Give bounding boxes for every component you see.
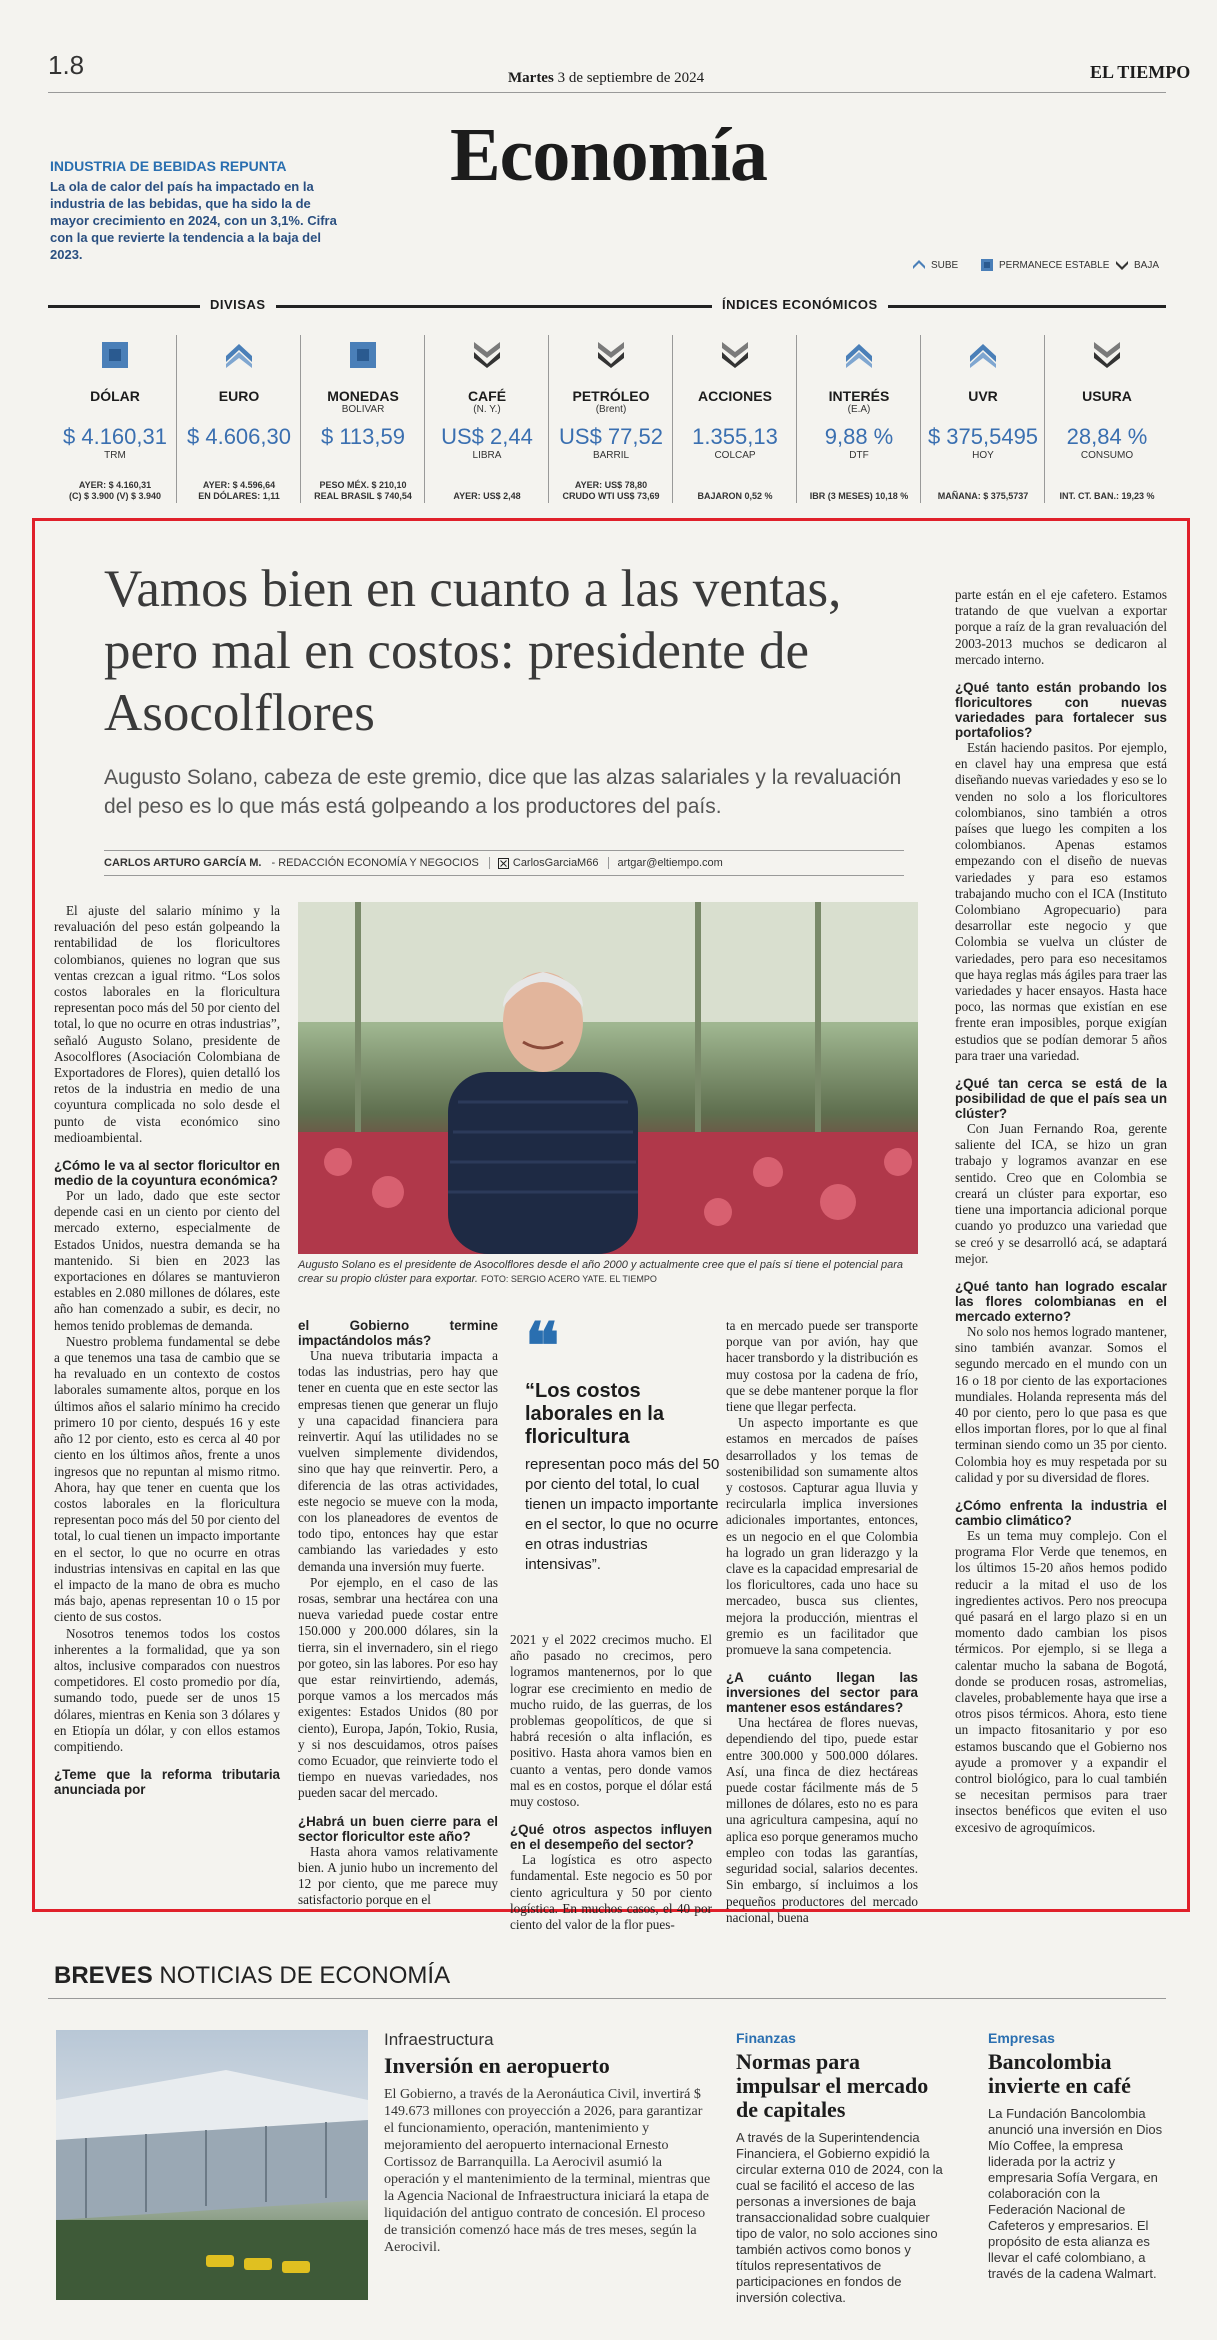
newspaper-logo[interactable]: EL TIEMPO — [1090, 62, 1191, 82]
paragraph: ta en mercado puede ser transporte porque van por avión, hay que hacer transbordo y la distribución es muy costosa por la cadena de frío, que se debe mantener porque la flor tiene que llegar perfecta. — [726, 1318, 918, 1415]
breves-rule — [48, 1998, 1166, 1999]
legend-up — [912, 258, 958, 272]
brief-1-title: Inversión en aeropuerto — [384, 2053, 610, 2078]
indicator-value: $ 4.160,31 — [63, 424, 167, 449]
question-heading: ¿Qué otros aspectos influyen en el desempeño del sector? — [510, 1822, 712, 1853]
author-email[interactable]: artgar@eltiempo.com — [608, 857, 722, 869]
legend-stable-label: PERMANECE ESTABLE — [999, 259, 1110, 271]
legend-down — [1115, 258, 1159, 272]
indicator-value: $ 113,59 — [320, 424, 405, 449]
article-column-5 — [955, 587, 1167, 1836]
article-headline[interactable]: Vamos bien en cuanto a las ventas, pero mal en costos: presidente de Asocolflores — [104, 560, 842, 742]
weekday: Martes — [508, 70, 554, 86]
article-column-3 — [510, 1632, 712, 1933]
paragraph: 2021 y el 2022 crecimos mucho. El año pasado no crecimos, pero logramos mantenernos, por lo que lograr ese crecimiento en medio de mucho ruido, de las guerras, de los problemas geopolíticos, de que si habrá recesión o alta inflación, es positivo. Hasta ahora vamos bien en cuanto a ventas, pero donde vamos mal es en costos, porque el dólar está muy costoso. — [510, 1632, 712, 1810]
question-heading: ¿Habrá un buen cierre para el sector floricultor este año? — [298, 1813, 498, 1844]
indicator-sub: BOLIVAR — [341, 404, 385, 415]
brief-2-title: Normas para impulsar el mercado de capitales — [736, 2049, 929, 2122]
pull-quote-body: representan poco más del 50 por ciento del total, lo cual tienen un impacto importante en el sector, lo que no ocurre en otras industrias intensivas”. — [525, 1456, 720, 1573]
indicator-footnote: MAÑANA: $ 375,5737 — [937, 491, 1029, 501]
trend-down-icon — [596, 340, 626, 370]
article-column-2 — [298, 1318, 498, 1909]
indicator-4 — [428, 330, 546, 502]
beverage-brief-heading: INDUSTRIA DE BEBIDAS REPUNTA — [50, 158, 287, 174]
indicator-value: 1.355,13 — [692, 424, 778, 449]
indicator-1 — [56, 330, 174, 502]
photo-caption — [298, 1258, 918, 1286]
indicator-name: CAFÉ — [467, 388, 507, 404]
trend-up-icon — [224, 340, 254, 370]
indicator-unit: LIBRA — [472, 450, 502, 461]
pull-quote — [525, 1311, 725, 1575]
legend-stable — [980, 258, 1109, 272]
airport-photo — [56, 2030, 368, 2300]
indicator-9 — [1048, 330, 1166, 502]
indicator-2 — [180, 330, 298, 502]
paragraph: Hasta ahora vamos relativamente bien. A junio hubo un incremento del 12 por ciento, que me parece muy satisfactorio porque en el — [298, 1843, 498, 1908]
brief-2[interactable] — [736, 2030, 946, 2306]
indicator-footnote: AYER: US$ 78,80 CRUDO WTI US$ 73,69 — [562, 480, 660, 501]
indicator-3 — [304, 330, 422, 502]
indicator-value: US$ 2,44 — [441, 424, 533, 449]
indicator-unit: COLCAP — [714, 450, 756, 461]
indicator-sub: (E.A) — [847, 404, 871, 415]
indicator-unit: HOY — [972, 450, 994, 461]
paragraph: Un aspecto importante es que estamos en mercados de países desarrollados y los temas de sostenibilidad son sumamente altos y costosos. Capturar agua lluvia y recircularla implica inversiones adicionales importantes, entonces, es un negocio en el que Colombia ha logrado un gran liderazgo y la clave es la capacidad empresarial de los floricultores, cada uno hace su mercadeo, busca sus clientes, mejora la producción, mientras el gremio es un facilitador que promueve la sana competencia. — [726, 1415, 918, 1658]
question-heading: ¿Cómo le va al sector floricultor en medio de la coyuntura económica? — [54, 1158, 280, 1189]
paragraph: El ajuste del salario mínimo y la revaluación del peso están golpeando la rentabilidad de los floricultores colombianos, quienes no logran que sus ventas crezcan a igual ritmo. “Los solos costos laborales en la floricultura representan poco más del 50 por ciento del total, lo que no ocurre en otras industrias”, señaló Augusto Solano, presidente de Asocolflores (Asociación Colombiana de Exportadores de Flores), quien detalló los retos de la industria en medio de una coyuntura complicada no solo desde el punto de vista económico sino medioambiental. — [54, 903, 280, 1145]
beverage-brief-text: La ola de calor del país ha impactado en la industria de las bebidas, que ha sido la de mayor crecimiento en 2024, con un 3,1%. Cifra con la que revierte la tendencia a la baja del 2023. — [50, 179, 337, 262]
indicator-name: EURO — [218, 388, 260, 404]
date-rest: 3 de septiembre de 2024 — [557, 70, 705, 86]
social-handle[interactable] — [489, 857, 599, 869]
trend-stable-icon — [348, 340, 378, 370]
indicator-divider — [300, 335, 301, 503]
question-heading: ¿Teme que la reforma tributaria anunciada por — [54, 1767, 280, 1798]
group-divisas: DIVISAS — [200, 297, 276, 312]
indicator-name: USURA — [1082, 388, 1132, 404]
brief-3-text: La Fundación Bancolombia anunció una inversión en Dios Mío Coffee, la empresa liderada por la actriz y empresaria Sofía Vergara, en colaboración con la Federación Nacional de Cafeteros y empresarios. El propósito de esta alianza es llevar el café colombiano, a través de la cadena Walmart. — [988, 2106, 1163, 2281]
indicator-divider — [176, 335, 177, 503]
byline — [104, 850, 904, 876]
indicator-sub: (N. Y.) — [473, 404, 501, 415]
paragraph: Están haciendo pasitos. Por ejemplo, en clavel hay una empresa que está diseñando nuevas variedades y eso se lo venden no solo a los floricultores colombianos, sino también a otros países que luego les compiten a los colombianos. Apenas estamos empezando con el diseño de nuevas variedades y para eso estamos trabajando mucho con el ICA (Instituto Colombiano Agropecuario) para desarrollar este negocio y que Colombia se vuelva un clúster de variedades, pero para eso necesitamos que haya reglas más ágiles para traer las variedades y hacer ensayos. Hasta hace poco, las normas que existían en ese frente eran imposibles, porque exigían estudios que se podían demorar 5 años para traer una variedad. — [955, 740, 1167, 1063]
article-dek: Augusto Solano, cabeza de este gremio, dice que las alzas salariales y la revaluación del peso es lo que más está golpeando a los productores del país. — [104, 766, 902, 818]
brief-3[interactable] — [988, 2030, 1168, 2282]
indicator-unit: DTF — [849, 450, 869, 461]
question-heading: ¿Qué tanto han logrado escalar las flores colombianas en el mercado externo? — [955, 1278, 1167, 1324]
brief-1-kicker: Infraestructura — [384, 2030, 494, 2049]
caption-text: Augusto Solano es el presidente de Asocolflores desde el año 2000 y actualmente cree que el país sí tiene el potencial para crear su propio clúster para exportar. — [298, 1259, 903, 1285]
indicator-name: UVR — [968, 388, 998, 404]
paragraph: parte están en el eje cafetero. Estamos tratando de que vuelvan a exportar porque a raíz de la gran revaluación del 2003-2013 muchos se dedicaron al mercado interno. — [955, 587, 1167, 667]
paragraph: Por ejemplo, en el caso de las rosas, sembrar una hectárea con una nueva variedad puede costar entre 150.000 y 200.000 dólares, sin la tierra, sin el invernadero, sin el riego por goteo, sin las labores. Por eso hay que estar reinvirtiendo, además, porque vamos a los mercados más exigentes: Estados Unidos (80 por ciento), Europa, Japón, Tokio, Rusia, y si nos descuidamos, otros países como Ecuador, que reinvierte todo el tiempo en nuevas variedades, nos pueden sacar del mercado. — [298, 1574, 498, 1801]
indicator-divider — [796, 335, 797, 503]
trend-up-icon — [844, 340, 874, 370]
paragraph: Nosotros tenemos todos los costos inherentes a la formalidad, que ya son altos, inclusive comparados con nuestros competidores. El costo promedio por día, sumando todo, puede ser de unos 15 dólares, mientras en Kenia son 3 dólares y en Etiopía un dólar, y con ellos estamos compitiendo. — [54, 1625, 280, 1754]
group-indices: ÍNDICES ECONÓMICOS — [712, 297, 888, 312]
question-heading: ¿Cómo enfrenta la industria el cambio climático? — [955, 1497, 1167, 1528]
indicator-6 — [676, 330, 794, 502]
paragraph: La logística es otro aspecto fundamental. Este negocio es 50 por ciento agricultura y 50 por ciento logística. En muchos casos, el 40 por ciento del valor de la flor pues- — [510, 1852, 712, 1933]
photo-illustration — [298, 902, 918, 1254]
indicator-value: US$ 77,52 — [559, 424, 663, 449]
indicator-footnote: AYER: US$ 2,48 — [453, 491, 521, 501]
breves-subtitle: NOTICIAS DE ECONOMÍA — [159, 1962, 451, 1989]
chevron-down-icon — [1115, 258, 1129, 272]
photo-credit: FOTO: SERGIO ACERO YATE. EL TIEMPO — [481, 1274, 657, 1284]
brief-2-text: A través de la Superintendencia Financiera, el Gobierno expidió la circular externa 010 de 2024, con la cual se facilitó el acceso de las personas a inversiones de baja transaccionalidad sobre cualquier tipo de valor, no solo acciones sino también activos como bonos y títulos representativos de participaciones en fondos de inversión colectiva. — [736, 2130, 943, 2305]
indicator-sub — [676, 404, 794, 418]
airport-illustration — [56, 2030, 368, 2300]
paragraph: Nuestro problema fundamental se debe a que tenemos una tasa de cambio que se ha revaluado en un contexto de costos laborales sumamente altos, porque en los últimos años el salario mínimo ha crecido primero 10 por ciento, después 16 y este año 12 por ciento, esto es cerca al 40 por ciento en los últimos años, frente a unos ingresos que no repuntan al mismo ritmo. Ahora, hay que tener en cuenta que los costos laborales en la floricultura representan poco más del 50 por ciento del total, lo cual tienen un impacto importante en el sector, lo que no ocurre en otras industrias intensivas en capital en las que el impacto de la mano de obra es mucho más bajo, apenas representan 10 o 15 por ciento de sus costos. — [54, 1333, 280, 1625]
indicator-divider — [1044, 335, 1045, 503]
indicator-divider — [548, 335, 549, 503]
quote-mark-icon: ❝ — [525, 1311, 560, 1382]
chevron-up-icon — [912, 258, 926, 272]
question-heading: el Gobierno termine impactándolos más? — [298, 1318, 498, 1348]
indicator-unit: TRM — [104, 450, 126, 461]
indicator-name: PETRÓLEO — [572, 388, 650, 404]
brief-1[interactable] — [384, 2030, 714, 2256]
indicator-sub — [924, 404, 1042, 418]
trend-stable-icon — [100, 340, 130, 370]
brief-3-title: Bancolombia invierte en café — [988, 2049, 1131, 2098]
question-heading: ¿Qué tan cerca se está de la posibilidad de que el país sea un clúster? — [955, 1076, 1167, 1122]
brief-1-text: El Gobierno, a través de la Aeronáutica Civil, invertirá $ 149.673 millones con proyección a 2026, para garantizar el funcionamiento, operación, mantenimiento y mejoramiento del aeropuerto internacional Ernesto Cortissoz de Barranquilla. La Aerocivil asumió la operación y el mantenimiento de la terminal, mientras que la Agencia Nacional de Infraestructura iniciará la etapa de liquidación del antiguo contrato de concesión. El proceso de transición comenzó hace más de tres meses, según la Aerocivil. — [384, 2087, 711, 2255]
page-number: 1.8 — [48, 50, 85, 80]
indicator-unit: BARRIL — [592, 450, 630, 461]
indicator-8 — [924, 330, 1042, 502]
breves-bold: BREVES — [54, 1962, 153, 1989]
indicator-divider — [920, 335, 921, 503]
indicator-sub: (Brent) — [595, 404, 627, 415]
indicator-footnote: INT. CT. BAN.: 19,23 % — [1059, 491, 1155, 501]
indicator-sub — [180, 404, 298, 418]
section-title: Economía — [449, 113, 768, 197]
indicator-footnote: AYER: $ 4.160,31 (C) $ 3.900 (V) $ 3.940 — [68, 480, 162, 501]
paragraph: Por un lado, dado que este sector depende casi en un ciento por ciento del mercado externo, especialmente de Estados Unidos, nuestra demanda se ha mantenido. Si bien en 2023 las exportaciones en dólares se mantuvieron estables en 2.080 millones de dólares, este año han comenzado a subir, es decir, no hemos tenido problemas de demanda. — [54, 1188, 280, 1333]
brief-3-kicker: Empresas — [988, 2030, 1055, 2046]
issue-date — [508, 70, 704, 87]
indicator-divider — [424, 335, 425, 503]
indicator-footnote: BAJARON 0,52 % — [697, 491, 773, 501]
indicator-unit: CONSUMO — [1080, 450, 1134, 461]
indicator-footnote: PESO MÉX. $ 210,10 REAL BRASIL $ 740,54 — [314, 480, 412, 501]
trend-down-icon — [720, 340, 750, 370]
indicator-7 — [800, 330, 918, 502]
indicator-footnote: IBR (3 MESES) 10,18 % — [809, 491, 909, 501]
question-heading: ¿Qué tanto están probando los floricultores con nuevas variedades para fortalecer sus portafolios? — [955, 680, 1167, 741]
legend-up-label: SUBE — [931, 259, 959, 271]
article-column-4 — [726, 1318, 918, 1926]
paragraph: Es un tema muy complejo. Con el programa Flor Verde que tenemos, en los últimos 15-20 años hemos podido reducir a la mitad el uso de los ingredientes activos. Pero nos preocupa qué pasará en el largo plazo si en un momento dado cambian los pisos térmicos. Por ejemplo, si se llega a calentar mucho la sabana de Bogotá, donde se producen rosas, astromelias, claveles, probablemente haya que irse a otros pisos térmicos. Ahora, esto tiene un impacto fitosanitario y por eso estamos buscando que el Gobierno nos ayude a promover y a expandir el control biológico, para lo cual también se necesitan permisos para traer insectos benéficos que eviten el uso excesivo de agroquímicos. — [955, 1527, 1167, 1835]
social-handle-text: CarlosGarciaM66 — [512, 857, 599, 869]
brief-2-kicker: Finanzas — [736, 2030, 796, 2046]
paragraph: Una nueva tributaria impacta a todas las industrias, pero hay que tener en cuenta que en este sector las empresas tienen que generar un flujo y una capacidad financiera para reinvertir. Aquí las utilidades no se vuelven simplemente dividendos, sino que hay que reinvertir. Pero, a diferencia de las otras actividades, este negocio se mueve con la moda, con los planeadores de eventos de todo tipo, entonces hay que estar cambiando las variedades y esto demanda una inversión muy fuerte. — [298, 1348, 498, 1574]
indicator-name: ACCIONES — [698, 388, 772, 404]
paragraph: Con Juan Fernando Roa, gerente saliente del ICA, se hizo un gran trabajo y logramos avanzar en ese sentido. Creo que en Colombia se creará un clúster para exportar, eso tiene una importancia adicional porque cuando yo produzco una variedad que se creó y se desarrolló acá, se adaptará mejor. — [955, 1121, 1167, 1266]
trend-down-icon — [472, 340, 502, 370]
indicator-sub — [56, 404, 174, 418]
question-heading: ¿A cuánto llegan las inversiones del sector para mantener esos estándares? — [726, 1670, 918, 1716]
pull-quote-lead: “Los costos laborales en la floricultura — [525, 1380, 664, 1448]
indicator-value: 28,84 % — [1066, 424, 1148, 449]
indicator-divider — [672, 335, 673, 503]
indicator-5 — [552, 330, 670, 502]
x-logo-icon — [498, 858, 509, 869]
article-column-1 — [54, 903, 280, 1797]
indicator-footnote: AYER: $ 4.596,64 EN DÓLARES: 1,11 — [198, 480, 280, 501]
desk: - REDACCIÓN ECONOMÍA Y NEGOCIOS — [271, 857, 479, 869]
indicator-value: 9,88 % — [824, 424, 894, 449]
indicator-name: MONEDAS — [327, 388, 399, 404]
indicator-name: DÓLAR — [90, 388, 140, 404]
trend-up-icon — [968, 340, 998, 370]
author: CARLOS ARTURO GARCÍA M. — [104, 857, 262, 869]
header-rule — [48, 92, 1166, 93]
indicator-value: $ 4.606,30 — [187, 424, 291, 449]
indicator-value: $ 375,5495 — [927, 424, 1039, 449]
trend-down-icon — [1092, 340, 1122, 370]
indicator-name: INTERÉS — [828, 388, 890, 404]
article-photo — [298, 902, 918, 1254]
breves-title — [54, 1962, 450, 1990]
paragraph: Una hectárea de flores nuevas, dependiendo del tipo, puede estar entre 300.000 y 500.000 dólares. Así, una finca de diez hectáreas puede costar fácilmente más de 5 millones de dólares, esto no es para una agricultura campesina, aquí no aplica eso porque generamos mucho empleo con todas las garantías, seguridad social, salarios decentes. Sin embargo, sí incluimos a los pequeños productores del mercado nacional, buena — [726, 1715, 918, 1925]
indicator-sub — [1048, 404, 1166, 418]
square-icon — [980, 258, 994, 272]
legend-down-label: BAJA — [1134, 259, 1160, 271]
paragraph: No solo nos hemos logrado mantener, sino también avanzar. Somos el segundo mercado en el mundo con un 16 o 18 por ciento de las exportaciones mundiales. Holanda representa más del 40 por ciento, pero lo que pasa es que ellos importan flores, por lo que al final terminan siendo como un 35 por ciento. Colombia hoy es muy respetada por su calidad y por su diversidad de flores. — [955, 1323, 1167, 1485]
